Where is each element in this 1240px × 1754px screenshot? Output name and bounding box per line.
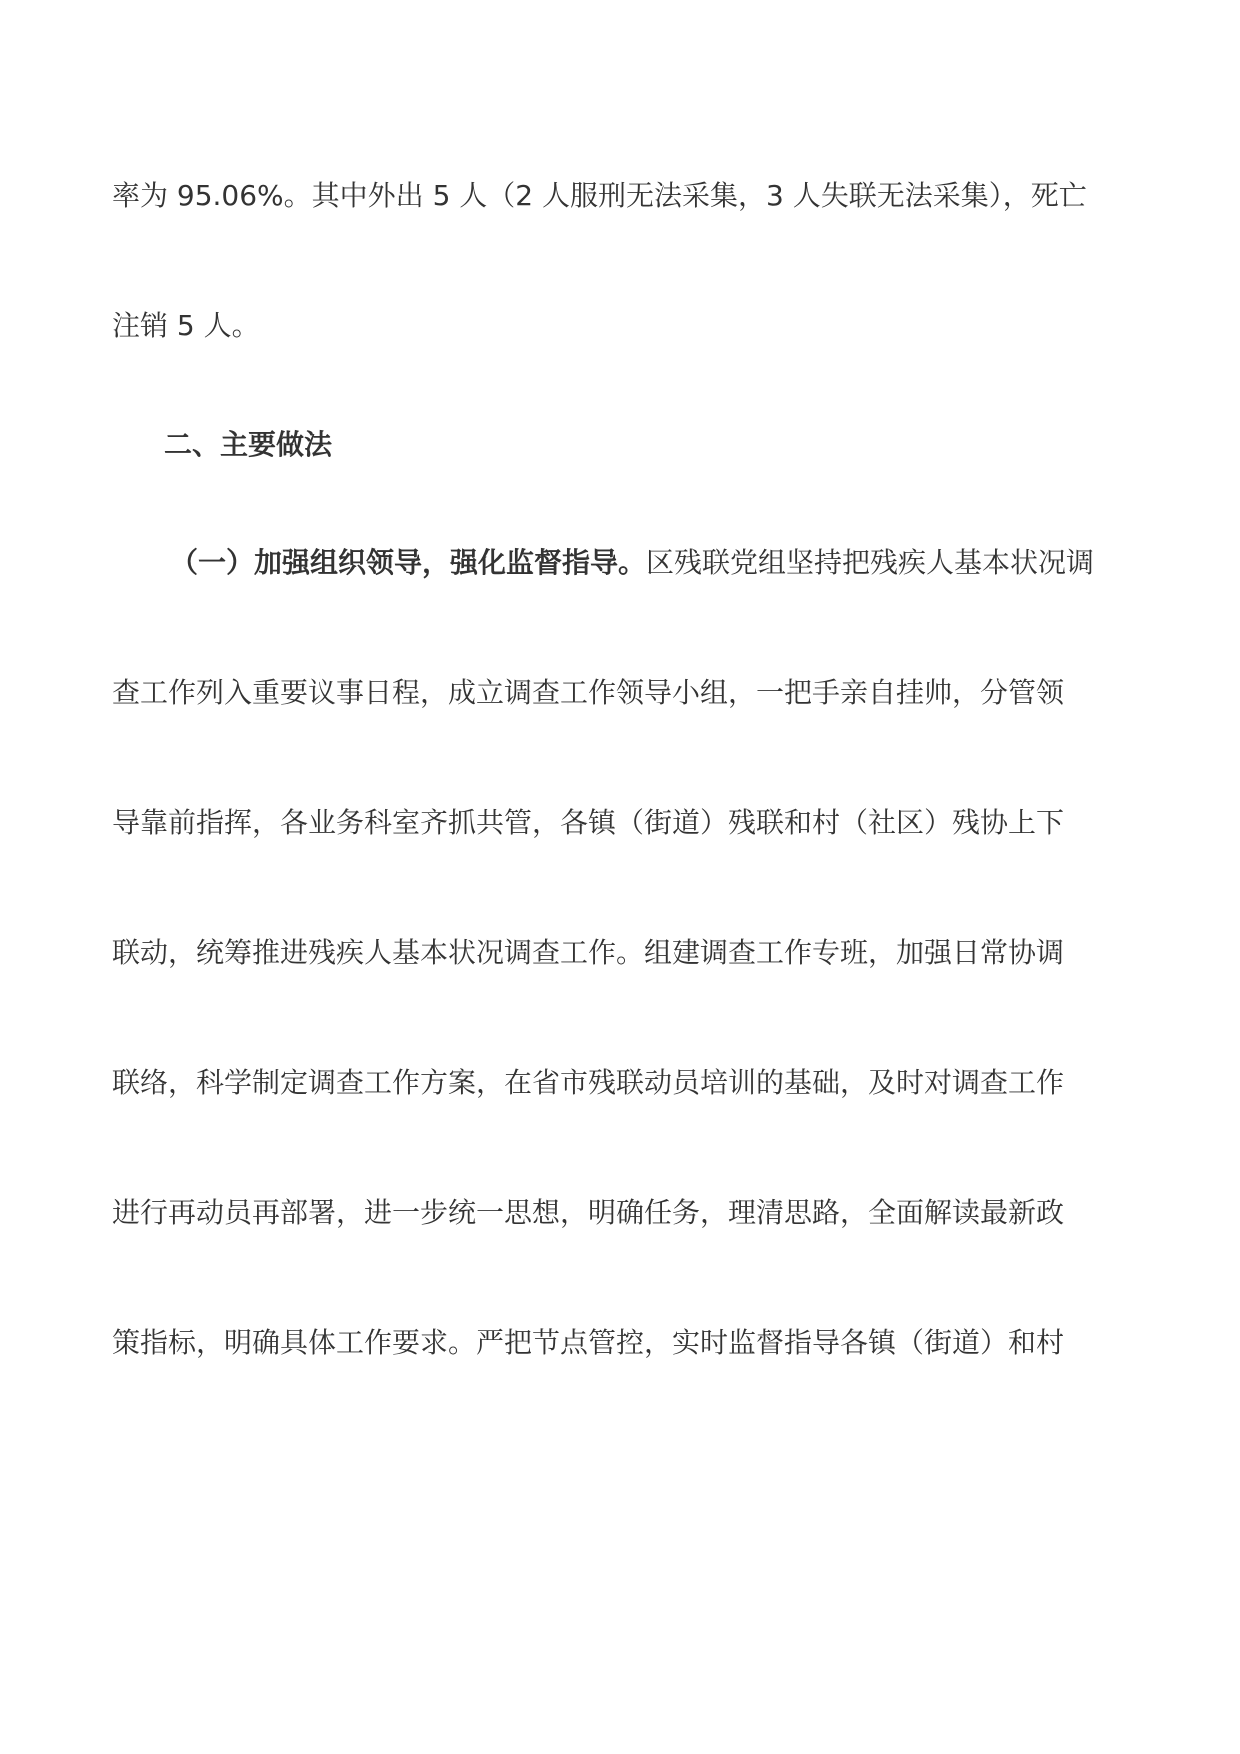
paragraph-line-6: 进行再动员再部署，进一步统一思想，明确任务，理清思路，全面解读最新政 (112, 1196, 1065, 1229)
paragraph-line-3: 导靠前指挥，各业务科室齐抓共管，各镇（街道）残联和村（社区）残协上下 (112, 806, 1065, 839)
paragraph-line-2: 查工作列入重要议事日程，成立调查工作领导小组，一把手亲自挂帅，分管领 (112, 676, 1065, 709)
text-line-2: 注销 5 人。 (112, 309, 260, 342)
paragraph-line-4: 联动，统筹推进残疾人基本状况调查工作。组建调查工作专班，加强日常协调 (112, 936, 1065, 969)
paragraph-line-5: 联络，科学制定调查工作方案，在省市残联动员培训的基础，及时对调查工作 (112, 1066, 1065, 1099)
section-heading: 二、主要做法 (164, 428, 333, 461)
paragraph-first-line (170, 543, 1200, 583)
paragraph-first-line-text: 区残联党组坚持把残疾人基本状况调 (646, 546, 1095, 579)
paragraph-line-7: 策指标，明确具体工作要求。严把节点管控，实时监督指导各镇（街道）和村 (112, 1326, 1065, 1359)
paragraph-bold-lead: （一）加强组织领导，强化监督指导。 (170, 546, 647, 579)
text-line-1: 率为 95.06%。其中外出 5 人（2 人服刑无法采集，3 人失联无法采集），死亡 (112, 179, 1087, 212)
